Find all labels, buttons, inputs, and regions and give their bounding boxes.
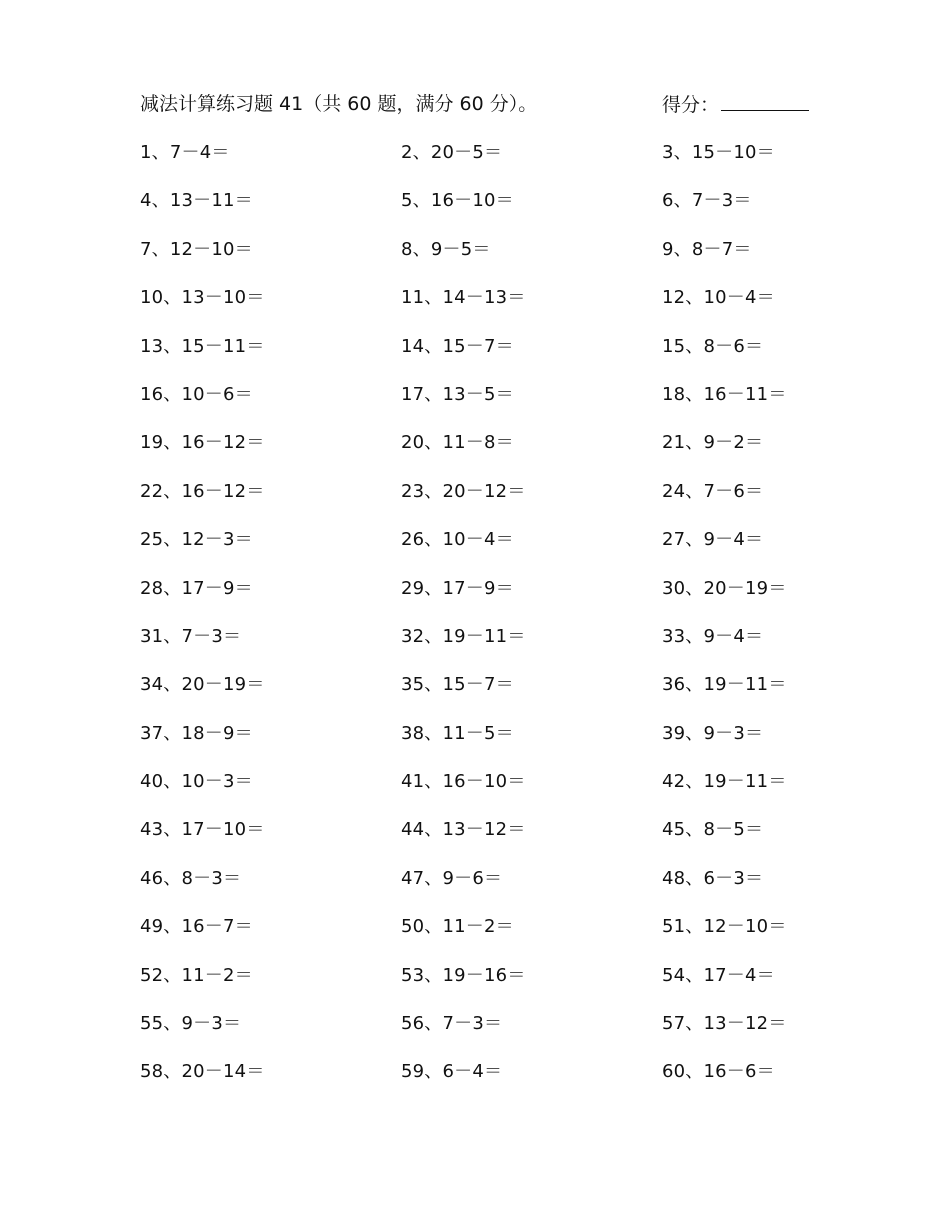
problem-21: 21、9－2＝: [662, 432, 764, 454]
problem-10: 10、13－10＝: [140, 287, 265, 309]
problem-1: 1、7－4＝: [140, 142, 230, 163]
problem-55: 55、9－3＝: [140, 1013, 242, 1035]
problem-47: 47、9－6＝: [401, 867, 503, 889]
problem-42: 42、19－11＝: [662, 771, 787, 793]
problem-grid: [140, 140, 860, 1108]
problem-58: 58、20－14＝: [140, 1061, 265, 1083]
problem-17: 17、13－5＝: [401, 383, 514, 405]
score-blank-line: [721, 90, 809, 111]
problem-15: 15、8－6＝: [662, 335, 764, 357]
problem-20: 20、11－8＝: [401, 432, 514, 454]
problem-24: 24、7－6＝: [662, 480, 764, 502]
problem-8: 8、9－5＝: [401, 238, 491, 260]
problem-38: 38、11－5＝: [401, 722, 514, 744]
problem-45: 45、8－5＝: [662, 819, 764, 841]
problem-5: 5、16－10＝: [401, 190, 514, 212]
problem-9: 9、8－7＝: [662, 238, 752, 260]
problem-19: 19、16－12＝: [140, 432, 265, 454]
problem-31: 31、7－3＝: [140, 625, 242, 647]
problem-33: 33、9－4＝: [662, 625, 764, 647]
score-label: 得分：: [662, 94, 720, 116]
problem-43: 43、17－10＝: [140, 819, 265, 841]
problem-13: 13、15－11＝: [140, 335, 265, 357]
problem-36: 36、19－11＝: [662, 674, 787, 696]
problem-51: 51、12－10＝: [662, 916, 787, 938]
problem-44: 44、13－12＝: [401, 819, 526, 841]
problem-53: 53、19－16＝: [401, 964, 526, 986]
problem-57: 57、13－12＝: [662, 1013, 787, 1035]
problem-59: 59、6－4＝: [401, 1061, 503, 1083]
problem-41: 41、16－10＝: [401, 771, 526, 793]
problem-18: 18、16－11＝: [662, 383, 787, 405]
problem-29: 29、17－9＝: [401, 577, 514, 599]
problem-32: 32、19－11＝: [401, 625, 526, 647]
problem-4: 4、13－11＝: [140, 190, 253, 212]
problem-23: 23、20－12＝: [401, 480, 526, 502]
problem-28: 28、17－9＝: [140, 577, 253, 599]
problem-37: 37、18－9＝: [140, 722, 253, 744]
problem-3: 3、15－10＝: [662, 142, 775, 163]
problem-30: 30、20－19＝: [662, 577, 787, 599]
problem-16: 16、10－6＝: [140, 383, 253, 405]
problem-35: 35、15－7＝: [401, 674, 514, 696]
problem-25: 25、12－3＝: [140, 529, 253, 551]
problem-27: 27、9－4＝: [662, 529, 764, 551]
score-field: [662, 90, 809, 119]
problem-40: 40、10－3＝: [140, 771, 253, 793]
problem-48: 48、6－3＝: [662, 867, 764, 889]
problem-14: 14、15－7＝: [401, 335, 514, 357]
problem-26: 26、10－4＝: [401, 529, 514, 551]
problem-56: 56、7－3＝: [401, 1013, 503, 1035]
problem-6: 6、7－3＝: [662, 190, 752, 212]
problem-60: 60、16－6＝: [662, 1061, 775, 1083]
problem-11: 11、14－13＝: [401, 287, 526, 309]
problem-39: 39、9－3＝: [662, 722, 764, 744]
problem-50: 50、11－2＝: [401, 916, 514, 938]
problem-12: 12、10－4＝: [662, 287, 775, 309]
problem-54: 54、17－4＝: [662, 964, 775, 986]
problem-7: 7、12－10＝: [140, 238, 253, 260]
worksheet-title: 减法计算练习题 41（共 60 题，满分 60 分）。: [140, 93, 538, 115]
problem-2: 2、20－5＝: [401, 142, 503, 163]
problem-52: 52、11－2＝: [140, 964, 253, 986]
problem-46: 46、8－3＝: [140, 867, 242, 889]
problem-49: 49、16－7＝: [140, 916, 253, 938]
problem-22: 22、16－12＝: [140, 480, 265, 502]
problem-34: 34、20－19＝: [140, 674, 265, 696]
